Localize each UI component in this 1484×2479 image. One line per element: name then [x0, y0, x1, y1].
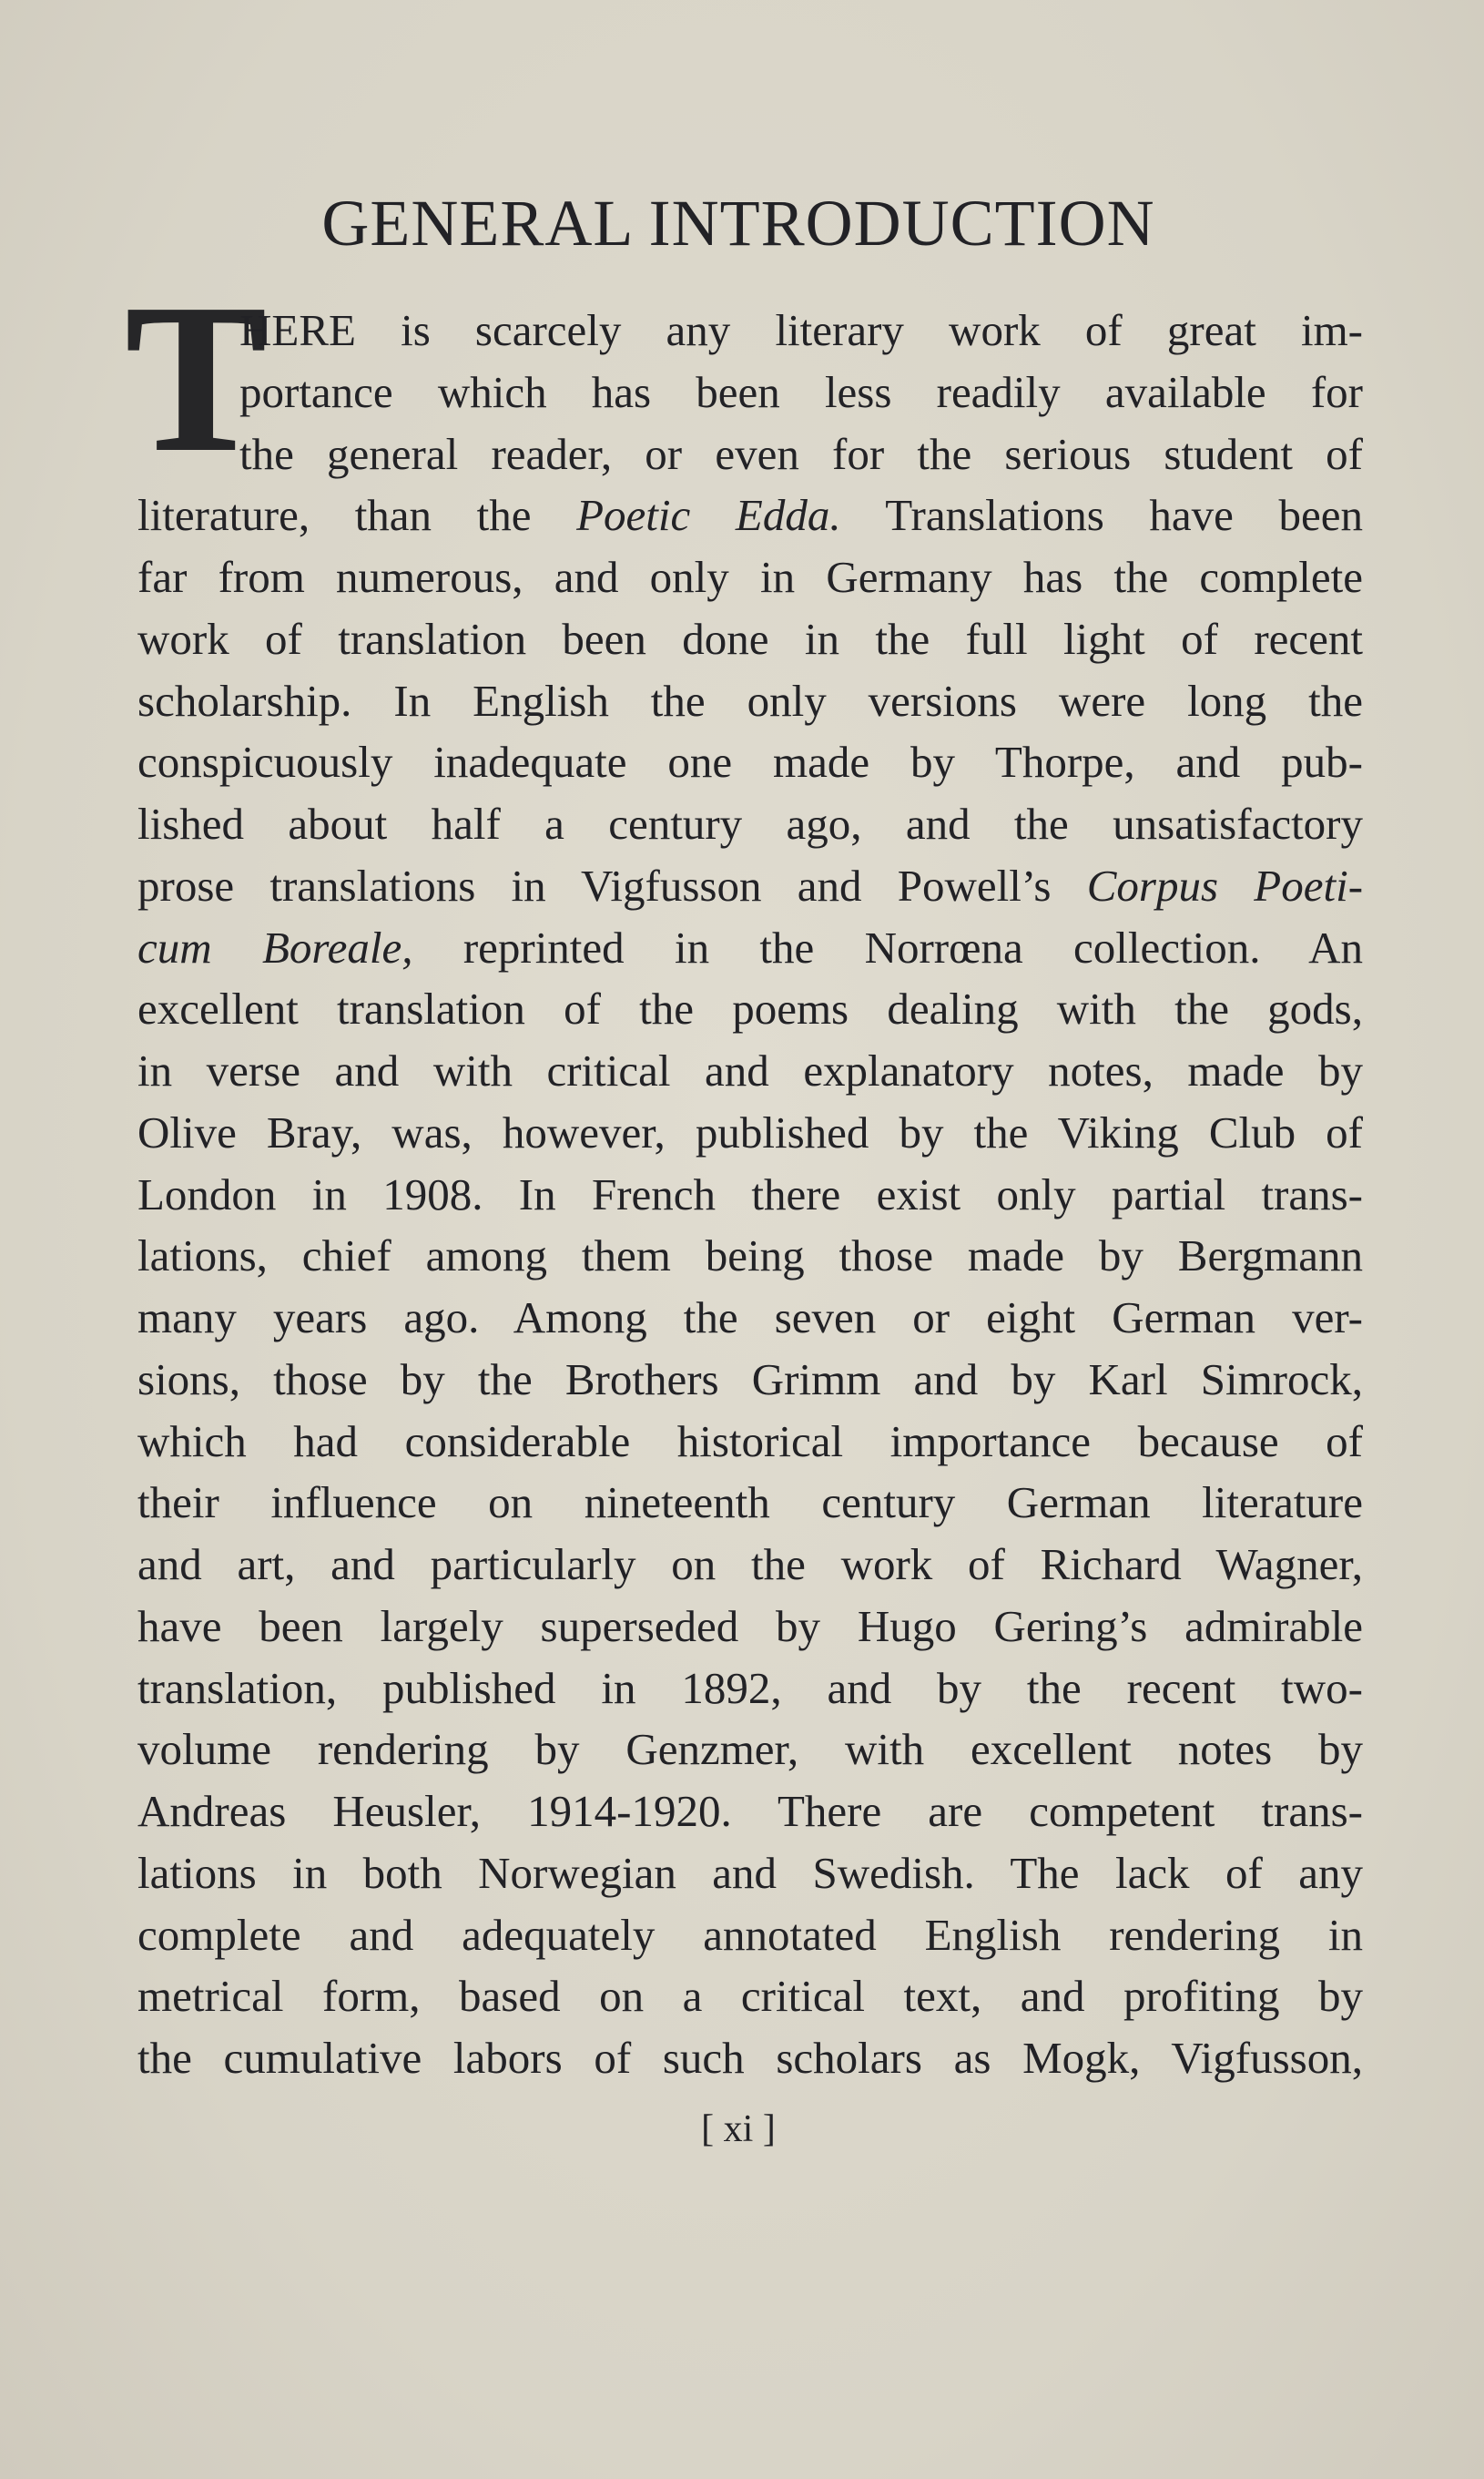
text-line [137, 793, 1363, 855]
text-line [239, 300, 1363, 362]
text-line [137, 485, 1363, 546]
text-line [137, 2027, 1363, 2089]
text-segment: and art, and particularly on the work of Richard Wagner, [137, 1539, 1363, 1589]
text-segment: sions, those by the Brothers Grimm and by Karl Simrock, [137, 1353, 1363, 1404]
text-segment: their influence on nineteenth century German literature [137, 1477, 1363, 1528]
text-segment: far from numerous, and only in Germany has the complete [137, 552, 1363, 602]
text-segment: conspicuously inadequate one made by Thorpe, and pub- [137, 737, 1363, 788]
text-segment: work of translation been done in the full light of recent [137, 613, 1363, 664]
text-line [137, 1102, 1363, 1164]
text-line [137, 670, 1363, 732]
text-segment: London in 1908. In French there exist only partial trans- [137, 1168, 1363, 1219]
text-line [137, 855, 1363, 917]
text-line [137, 1780, 1363, 1842]
text-segment: in verse and with critical and explanatory notes, made by [137, 1046, 1363, 1096]
text-segment: many years ago. Among the seven or eight German ver- [137, 1292, 1363, 1342]
text-segment: complete and adequately annotated English rendering in [137, 1909, 1363, 1960]
text-line [137, 731, 1363, 793]
text-line [137, 1225, 1363, 1287]
text-segment: have been largely superseded by Hugo Gering’s admirable [137, 1600, 1363, 1651]
text-segment: translation, published in 1892, and by the recent two- [137, 1662, 1363, 1713]
italic-title: Corpus Poeti- [1086, 860, 1364, 911]
text-line [137, 546, 1363, 608]
text-line [137, 1534, 1363, 1596]
text-segment: scholarship. In English the only versions were long the [137, 675, 1363, 726]
text-line [239, 423, 1363, 485]
text-line [137, 978, 1363, 1040]
page-title: GENERAL INTRODUCTION [321, 187, 1155, 260]
text-segment: portance which has been less readily available for [239, 366, 1363, 417]
text-segment: literature, than the [137, 490, 577, 541]
text-segment: lished about half a century ago, and the unsatisfactory [137, 799, 1363, 849]
text-segment: the cumulative labors of such scholars as Mogk, Vigfusson, [137, 2033, 1363, 2083]
text-segment: volume rendering by Genzmer, with excellent notes by [137, 1724, 1363, 1775]
text-line [137, 1349, 1363, 1411]
text-line [137, 1164, 1363, 1226]
text-line [137, 917, 1363, 979]
text-line [137, 1040, 1363, 1102]
text-segment: Translations have been [840, 490, 1363, 541]
text-line [137, 1658, 1363, 1719]
text-segment: HERE is scarcely any literary work of great im- [239, 305, 1363, 355]
page-number: [ xi ] [701, 2108, 776, 2150]
text-segment: reprinted in the Norrœna collection. An [412, 922, 1363, 973]
text-segment: excellent translation of the poems dealing with the gods, [137, 984, 1363, 1035]
text-line [137, 608, 1363, 670]
text-segment: metrical form, based on a critical text, and profiting by [137, 1971, 1363, 2022]
body-text [137, 300, 1363, 2089]
text-line [137, 1472, 1363, 1534]
text-line [137, 1965, 1363, 2027]
text-segment: Andreas Heusler, 1914-1920. There are competent trans- [137, 1786, 1363, 1836]
text-line [137, 1411, 1363, 1473]
text-line [137, 1904, 1363, 1966]
text-segment: Olive Bray, was, however, published by the Viking Club of [137, 1107, 1363, 1158]
drop-cap: T [126, 261, 267, 495]
text-line [137, 1596, 1363, 1658]
text-line [239, 362, 1363, 423]
text-segment: the general reader, or even for the serious student of [239, 428, 1363, 479]
text-segment: prose translations in Vigfusson and Powell’s [137, 860, 1087, 911]
text-line [137, 1842, 1363, 1904]
text-segment: lations, chief among them being those made by Bergmann [137, 1230, 1363, 1281]
text-segment: lations in both Norwegian and Swedish. The lack of any [137, 1847, 1363, 1898]
italic-title: Poetic Edda. [576, 490, 841, 541]
text-line [137, 1287, 1363, 1349]
text-line [137, 1719, 1363, 1780]
text-segment: which had considerable historical importance because of [137, 1415, 1363, 1466]
italic-title: cum Boreale, [137, 922, 413, 973]
